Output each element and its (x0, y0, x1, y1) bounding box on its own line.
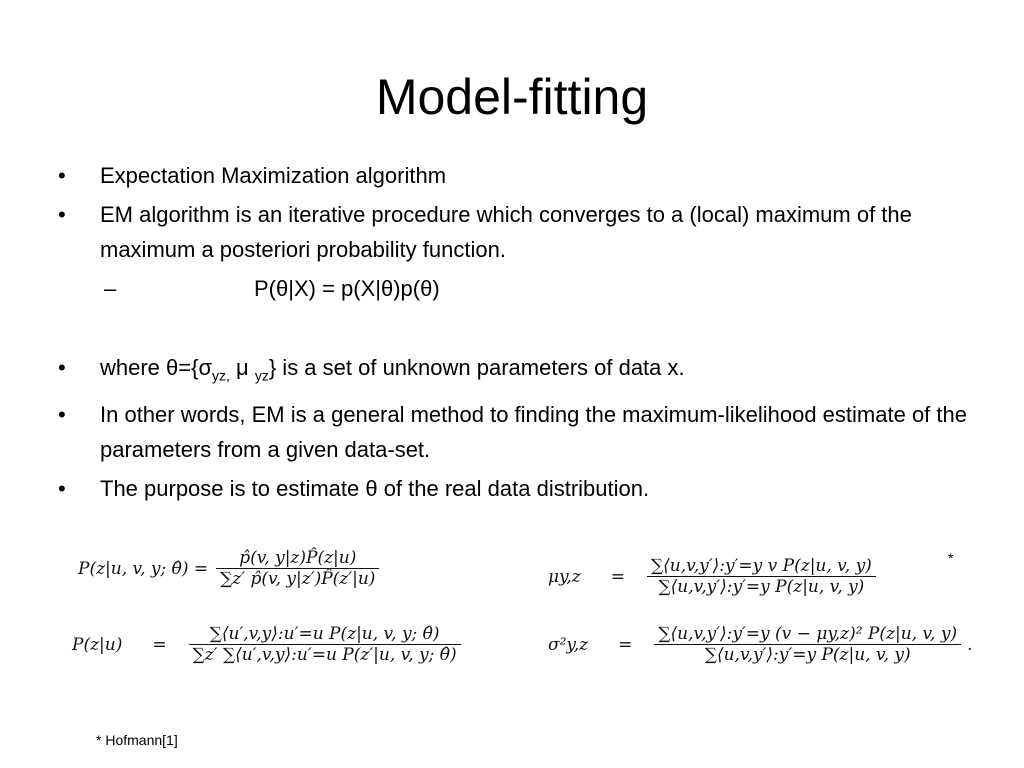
eq2-denominator: ∑z′ ∑⟨u′,v,y⟩:u′=u P(z′|u, v, y; θ̂) (192, 645, 457, 665)
eq4-denominator: ∑⟨u,v,y′⟩:y′=y P(z|u, v, y) (704, 645, 911, 665)
dash-icon: – (104, 276, 117, 301)
sub-bullet (100, 271, 976, 306)
bullet-dot-icon: • (58, 355, 66, 380)
bullet-item (56, 197, 976, 267)
footnote: * Hofmann[1] (96, 732, 178, 748)
eq1-denominator: ∑z′ p̂(v, y|z′)P̂(z′|u) (220, 569, 376, 589)
equation-posterior-z: P(z|u, v, y; θ̂) = $\frac{p̂(v, y|z)P̂(z|u)}{\sum z' p̂(v, y|z')P̂(z'|u)}$ (78, 548, 379, 589)
bullet-item (56, 158, 976, 193)
eq3-denominator: ∑⟨u,v,y′⟩:y′=y P(z|u, v, y) (658, 577, 865, 597)
bullet-text: EM algorithm is an iterative procedure which converges to a (local) maximum of the maximum a posteriori probability function. (100, 202, 912, 262)
bullet-text: The purpose is to estimate θ of the real data distribution. (100, 476, 650, 502)
bullet-dot-icon: • (58, 476, 66, 502)
equation-p-z-given-u: P(z|u) = $\frac{\text{∑⟨u′,v,y⟩:u′=u P(z|u, v, y; θ̂)}}{\text{∑z′ ∑⟨u′,v,y⟩:u′=u P(z′|u, v, y; θ̂)}}$ (72, 624, 461, 665)
eq3-numerator: ∑⟨u,v,y′⟩:y′=y v P(z|u, v, y) (647, 556, 876, 577)
equation-sigma: σ²y,z = $\frac{\text{∑⟨u,v,y′⟩:y′=y (v − μy,z)² P(z|u, v, y)}}{\text{∑⟨u,v,y′⟩:y′=y P(z|u, v, y)}}$ . (548, 624, 973, 665)
bullet-item (56, 350, 976, 393)
slide-title: Model-fitting (375, 69, 649, 125)
posterior-formula: P(θ|X) = p(X|θ)p(θ) (254, 276, 440, 301)
bullet-item (56, 397, 976, 467)
equation-mu: μy,z = $\frac{\text{∑⟨u,v,y′⟩:y′=y v P(z|u, v, y)}}{\text{∑⟨u,v,y′⟩:y′=y P(z|u, v, y)}}$ (548, 556, 876, 597)
bullet-item (56, 471, 976, 506)
bullet-list (56, 158, 976, 510)
eq2-numerator: ∑⟨u′,v,y⟩:u′=u P(z|u, v, y; θ̂) (189, 624, 461, 645)
bullet-text: In other words, EM is a general method to finding the maximum-likelihood estimate of the parameters from a given data-set. (100, 402, 967, 463)
eq1-numerator: p̂(v, y|z)P̂(z|u) (216, 548, 379, 569)
eq4-numerator: ∑⟨u,v,y′⟩:y′=y (v − μy,z)² P(z|u, v, y) (654, 624, 961, 645)
bullet-text: Expectation Maximization algorithm (100, 163, 447, 188)
bullet-dot-icon: • (58, 402, 66, 428)
bullet-dot-icon: • (58, 163, 66, 188)
asterisk-mark: * (948, 550, 954, 566)
bullet-text-where: where $\theta=\{\sigma_{yz,}$ μ $_{yz}$} is a set of unknown parameters of data x. (100, 355, 685, 384)
bullet-dot-icon: • (58, 202, 66, 227)
